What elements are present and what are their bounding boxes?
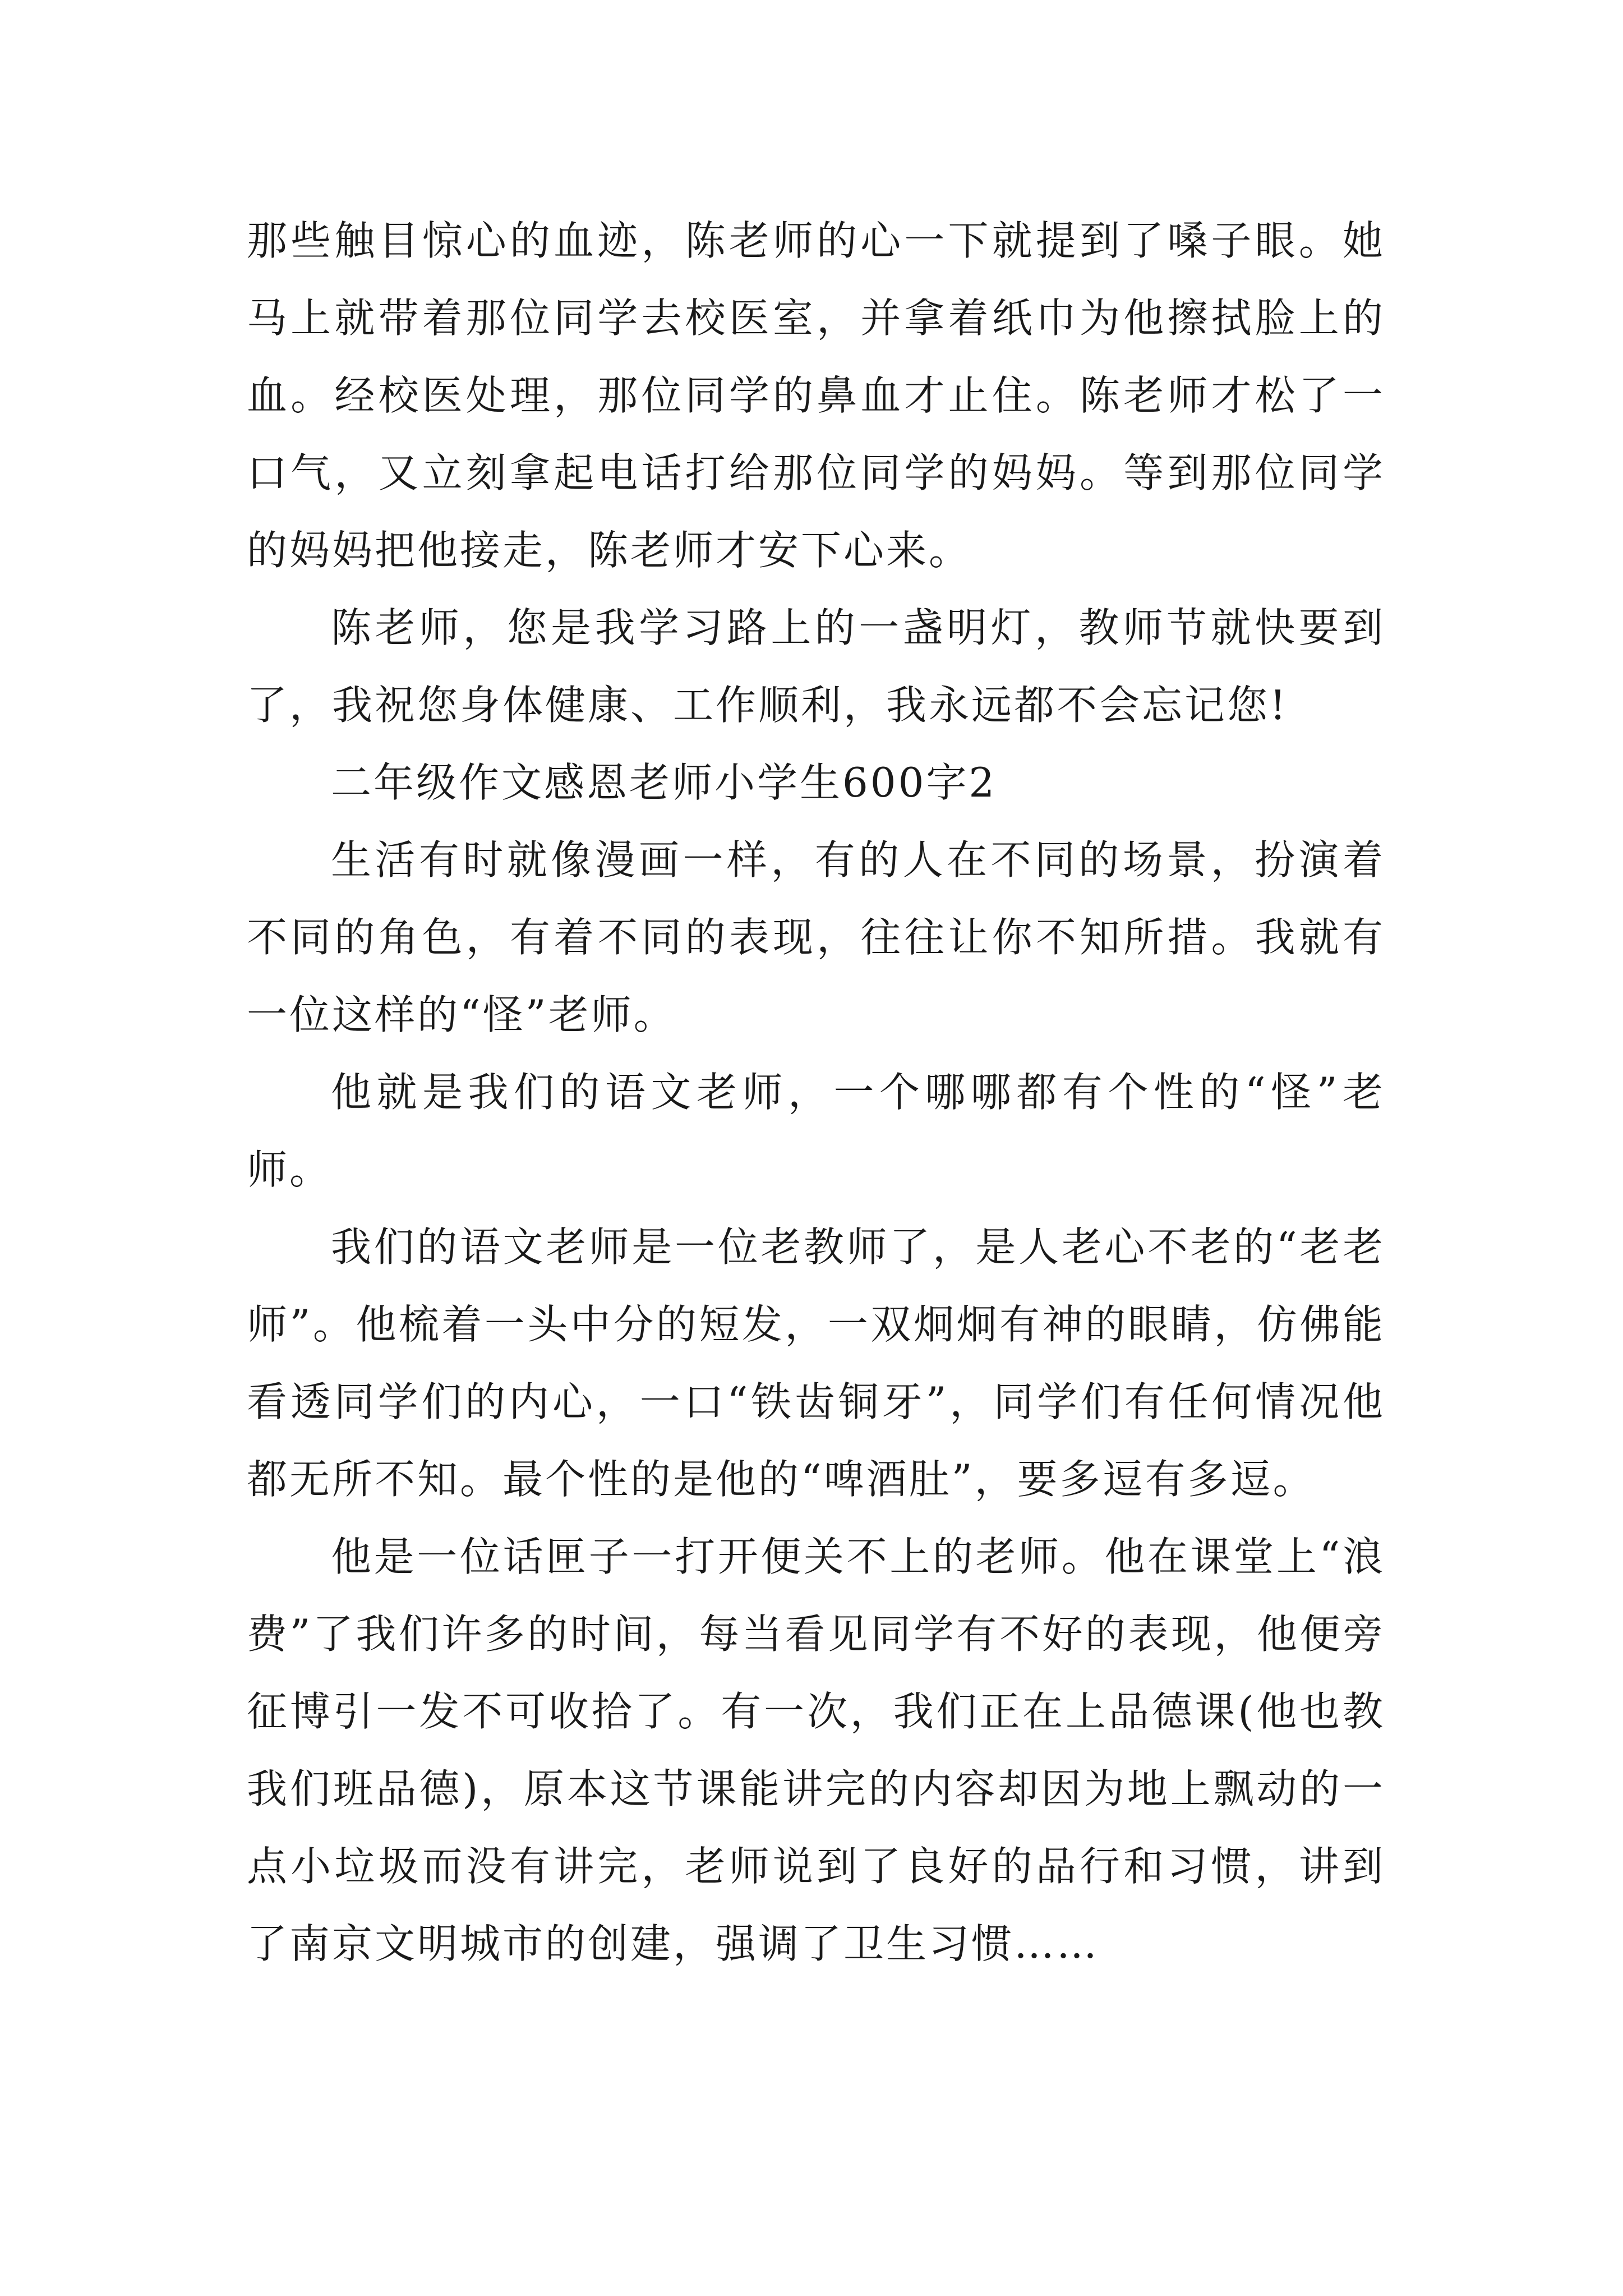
document-body	[247, 202, 1385, 1982]
paragraph: 陈老师，您是我学习路上的一盏明灯，教师节就快要到了，我祝您身体健康、工作顺利，我永远都不会忘记您!	[247, 604, 1385, 729]
section-heading: 二年级作文感恩老师小学生600字2	[331, 759, 997, 806]
paragraph: 他是一位话匣子一打开便关不上的老师。他在课堂上“浪费”了我们许多的时间，每当看见同学有不好的表现，他便旁征博引一发不可收拾了。有一次，我们正在上品德课(他也教我们班品德)，原本这节课能讲完的内容却因为地上飘动的一点小垃圾而没有讲完，老师说到了良好的品行和习惯，讲到了南京文明城市的创建，强调了卫生习惯……	[247, 1533, 1385, 1967]
paragraph: 那些触目惊心的血迹，陈老师的心一下就提到了嗓子眼。她马上就带着那位同学去校医室，并拿着纸巾为他擦拭脸上的血。经校医处理，那位同学的鼻血才止住。陈老师才松了一口气，又立刻拿起电话打给那位同学的妈妈。等到那位同学的妈妈把他接走，陈老师才安下心来。	[247, 217, 1385, 574]
paragraph: 他就是我们的语文老师，一个哪哪都有个性的“怪”老师。	[247, 1069, 1385, 1193]
paragraph: 生活有时就像漫画一样，有的人在不同的场景，扮演着不同的角色，有着不同的表现，往往让你不知所措。我就有一位这样的“怪”老师。	[247, 836, 1385, 1038]
paragraph: 我们的语文老师是一位老教师了，是人老心不老的“老老师”。他梳着一头中分的短发，一双炯炯有神的眼睛，仿佛能看透同学们的内心，一口“铁齿铜牙”，同学们有任何情况他都无所不知。最个性的是他的“啤酒肚”，要多逗有多逗。	[247, 1223, 1385, 1503]
